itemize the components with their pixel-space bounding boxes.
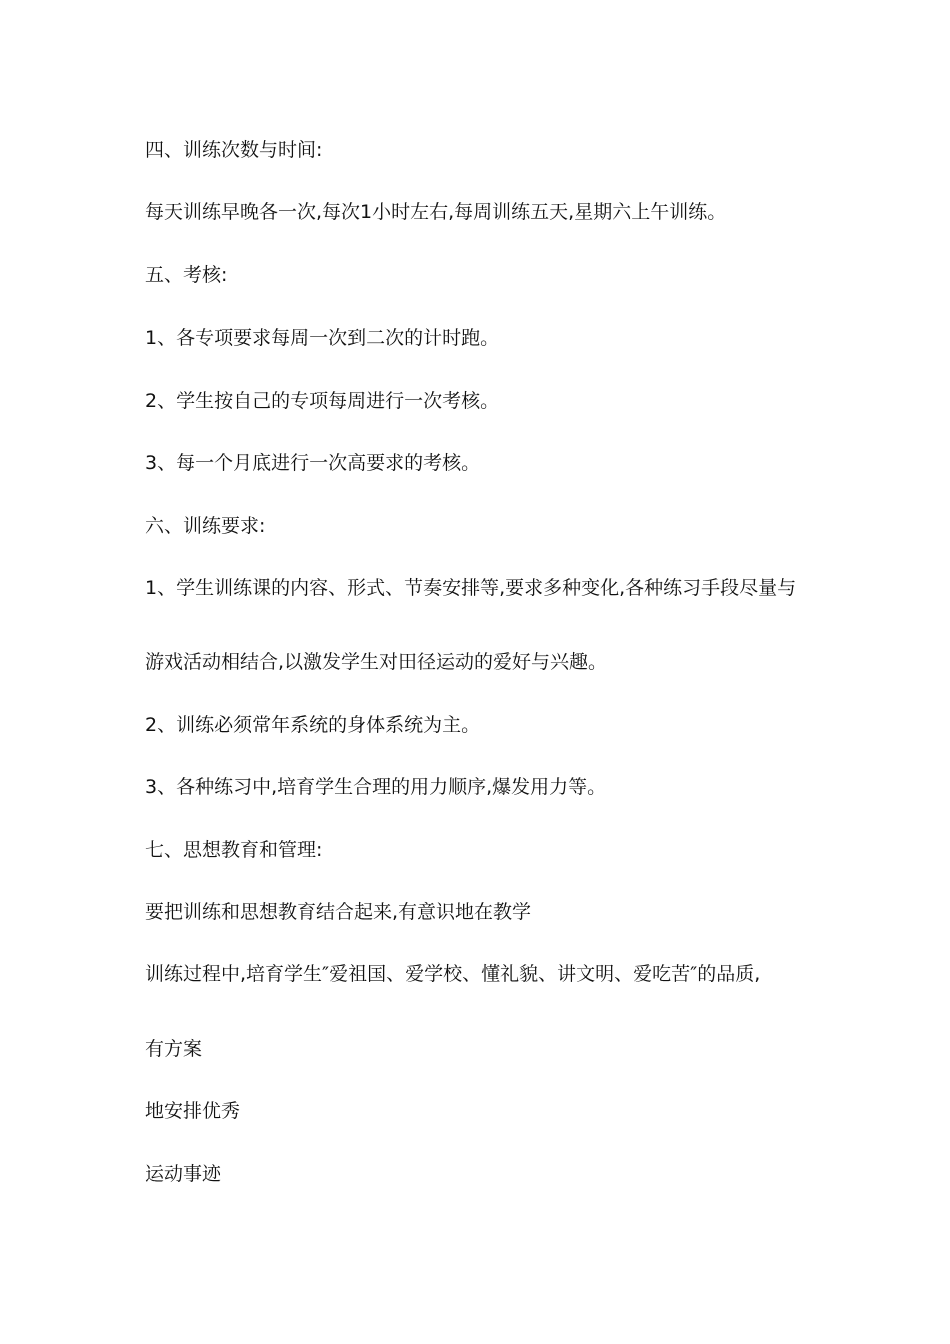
section-heading-assessment: 五、考核: bbox=[145, 264, 228, 286]
paragraph-education-2: 训练过程中,培育学生″爱祖国、爱学校、懂礼貌、讲文明、爱吃苦″的品质, bbox=[145, 963, 761, 985]
paragraph-training-schedule: 每天训练早晚各一次,每次1小时左右,每周训练五天,星期六上午训练。 bbox=[145, 201, 727, 223]
list-item-assessment-3: 3、每一个月底进行一次高要求的考核。 bbox=[145, 452, 481, 474]
section-heading-training-frequency: 四、训练次数与时间: bbox=[145, 139, 323, 161]
list-item-requirement-1-continued: 游戏活动相结合,以激发学生对田径运动的爱好与兴趣。 bbox=[145, 651, 608, 673]
list-item-requirement-3: 3、各种练习中,培育学生合理的用力顺序,爆发用力等。 bbox=[145, 776, 607, 798]
paragraph-fragment-plan: 有方案 bbox=[145, 1038, 203, 1060]
section-heading-requirements: 六、训练要求: bbox=[145, 515, 266, 537]
list-item-requirement-2: 2、训练必须常年系统的身体系统为主。 bbox=[145, 714, 481, 736]
paragraph-education-1: 要把训练和思想教育结合起来,有意识地在教学 bbox=[145, 901, 532, 923]
list-item-assessment-2: 2、学生按自己的专项每周进行一次考核。 bbox=[145, 390, 500, 412]
section-heading-education: 七、思想教育和管理: bbox=[145, 839, 323, 861]
list-item-assessment-1: 1、各专项要求每周一次到二次的计时跑。 bbox=[145, 327, 500, 349]
paragraph-fragment-arrange: 地安排优秀 bbox=[145, 1100, 241, 1122]
list-item-requirement-1: 1、学生训练课的内容、形式、节奏安排等,要求多种变化,各种练习手段尽量与 bbox=[145, 577, 797, 599]
paragraph-fragment-deeds: 运动事迹 bbox=[145, 1163, 222, 1185]
